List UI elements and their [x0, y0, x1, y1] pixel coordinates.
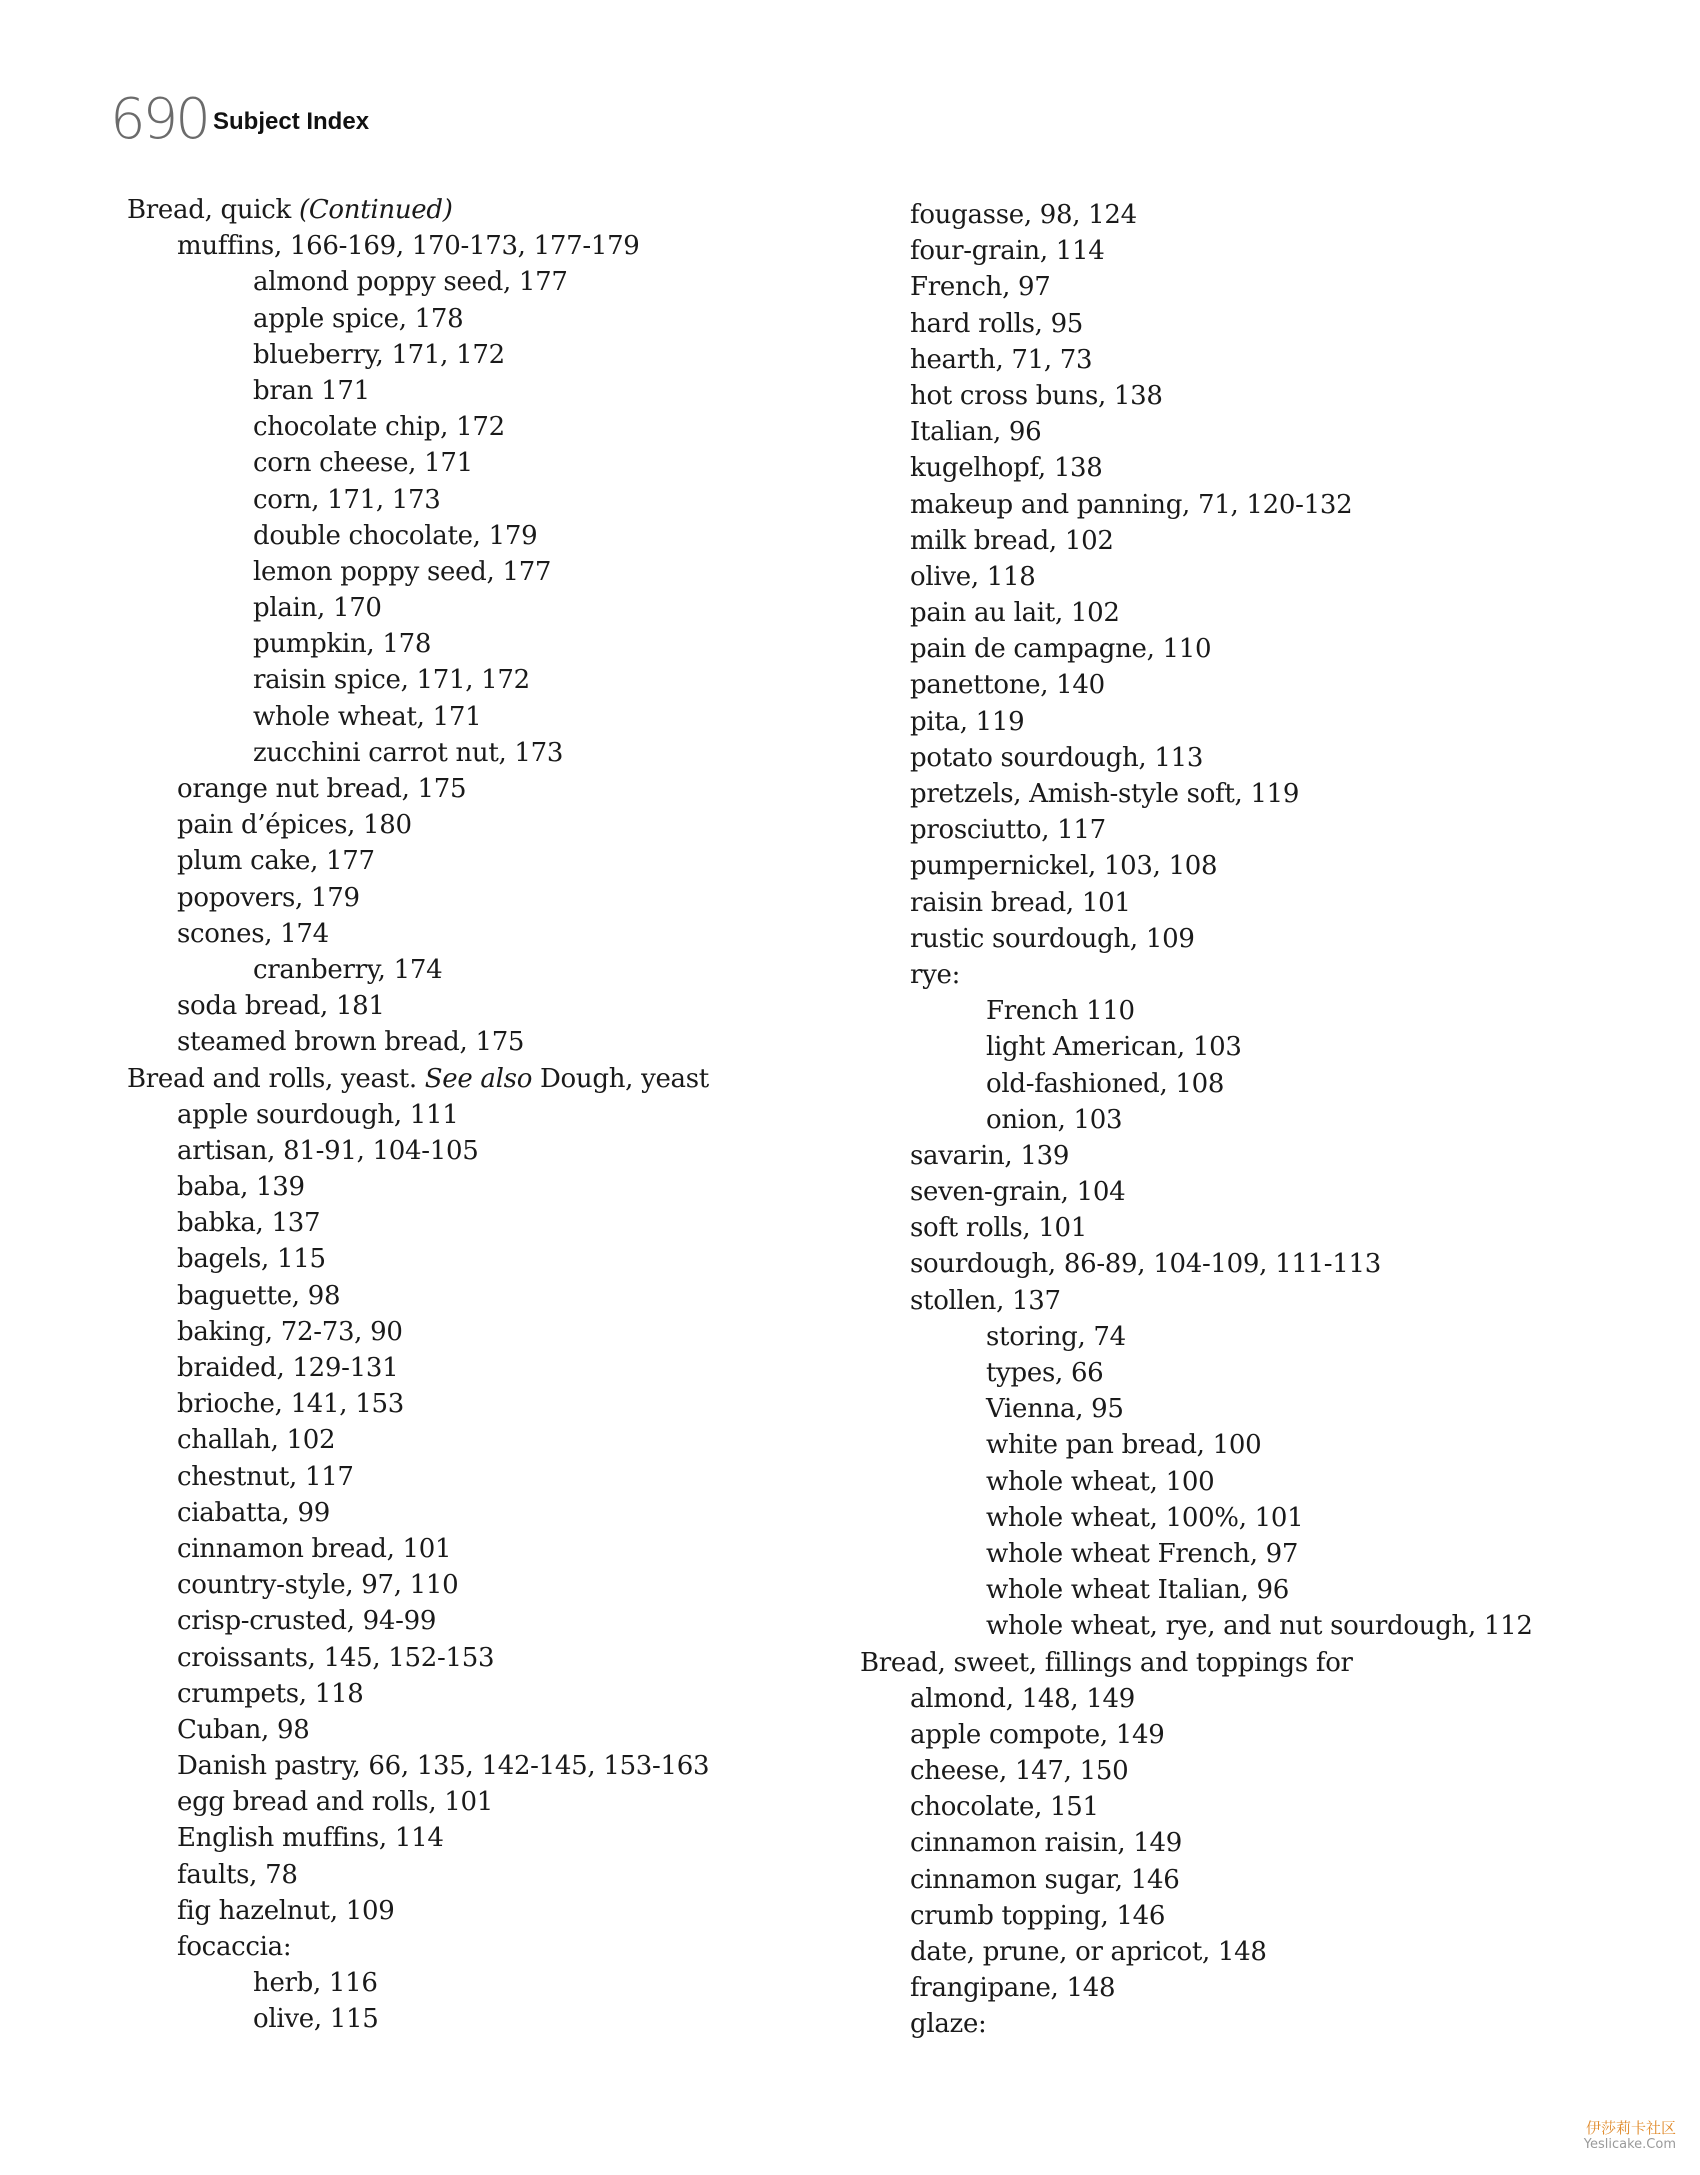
index-entry-text: Italian, 96: [910, 417, 1042, 448]
cross-reference: Dough, yeast: [540, 1063, 709, 1094]
index-entry: [127, 988, 927, 1024]
index-entry: [127, 518, 927, 554]
index-entry-text: rye:: [910, 959, 961, 990]
index-entry: [127, 1495, 927, 1531]
index-entry: [860, 1102, 1660, 1138]
index-entry: [860, 993, 1660, 1029]
index-entry: [860, 740, 1660, 776]
index-entry-text: rustic sourdough, 109: [910, 923, 1195, 954]
index-entry: [860, 1355, 1660, 1391]
index-entry: [860, 378, 1660, 414]
index-entry: [127, 2001, 927, 2037]
index-entry: [127, 1531, 927, 1567]
watermark-chinese-text: 伊莎莉卡社区: [1585, 2119, 1676, 2138]
index-entry: [860, 1898, 1660, 1934]
index-entry-text: cinnamon sugar, 146: [910, 1864, 1180, 1895]
index-entry: [860, 1174, 1660, 1210]
index-entry: [127, 1350, 927, 1386]
index-entry-text: lemon poppy seed, 177: [253, 556, 552, 587]
index-entry-text: cheese, 147, 150: [910, 1756, 1129, 1787]
index-entry: [860, 1717, 1660, 1753]
index-entry-text: challah, 102: [177, 1425, 336, 1456]
index-entry-text: kugelhopf, 138: [910, 453, 1103, 484]
index-entry: [860, 631, 1660, 667]
index-entry-text: Cuban, 98: [177, 1714, 310, 1745]
index-entry: [127, 1024, 927, 1060]
index-entry: [860, 957, 1660, 993]
index-entry: [860, 595, 1660, 631]
index-entry-text: cinnamon raisin, 149: [910, 1828, 1182, 1859]
page-number: 690: [110, 87, 208, 152]
index-entry-text: fig hazelnut, 109: [177, 1895, 395, 1926]
index-entry: [127, 626, 927, 662]
index-entry: [860, 1283, 1660, 1319]
index-entry-text: French 110: [986, 996, 1135, 1027]
index-entry: [127, 1169, 927, 1205]
index-entry-text: four-grain, 114: [910, 236, 1105, 267]
index-entry: [860, 233, 1660, 269]
index-entry-text: braided, 129-131: [177, 1353, 399, 1383]
watermark: [1584, 2119, 1676, 2153]
index-entry: [860, 269, 1660, 305]
index-entry: [127, 1097, 927, 1133]
index-entry-text: Bread and rolls, yeast.: [127, 1063, 417, 1094]
index-entry-text: types, 66: [986, 1358, 1104, 1388]
index-entry-text: zucchini carrot nut, 173: [253, 737, 564, 768]
index-entry-text: raisin bread, 101: [910, 887, 1131, 918]
index-entry: [860, 1029, 1660, 1065]
index-entry: [860, 1391, 1660, 1427]
index-entry-text: savarin, 139: [910, 1140, 1070, 1171]
index-entry-text: fougasse, 98, 124: [910, 200, 1137, 230]
index-entry-text: pain d’épices, 180: [177, 810, 412, 841]
index-entry-text: babka, 137: [177, 1208, 321, 1239]
index-entry: [127, 1820, 927, 1856]
index-entry-text: frangipane, 148: [910, 1973, 1116, 2004]
index-entry-text: crumpets, 118: [177, 1678, 364, 1709]
index-entry-text: egg bread and rolls, 101: [177, 1787, 493, 1818]
index-entry: [860, 1427, 1660, 1463]
index-entry: [860, 848, 1660, 884]
index-entry-text: olive, 115: [253, 2004, 379, 2035]
index-entry-text: potato sourdough, 113: [910, 742, 1204, 773]
index-entry-text: pretzels, Amish-style soft, 119: [910, 779, 1300, 809]
index-entry: [860, 2006, 1660, 2042]
index-entry: [127, 1603, 927, 1639]
index-entry-text: corn cheese, 171: [253, 448, 473, 479]
index-entry: [860, 1572, 1660, 1608]
index-entry-text: soda bread, 181: [177, 991, 385, 1022]
index-entry-text: orange nut bread, 175: [177, 774, 467, 804]
index-entry: [860, 1319, 1660, 1355]
continued-label: (Continued): [299, 195, 453, 225]
index-entry: [127, 771, 927, 807]
index-entry: [860, 450, 1660, 486]
index-entry-text: Bread, quick: [127, 195, 292, 225]
index-entry-text: bran 171: [253, 375, 370, 406]
index-entry-text: muffins, 166-169, 170-173, 177-179: [177, 231, 640, 262]
index-entry: [860, 306, 1660, 342]
index-entry-text: chocolate, 151: [910, 1792, 1099, 1823]
index-entry-text: Danish pastry, 66, 135, 142-145, 153-163: [177, 1751, 710, 1782]
index-entry: [127, 1422, 927, 1458]
index-entry: [127, 1965, 927, 2001]
index-entry: [127, 1314, 927, 1350]
index-entry-text: croissants, 145, 152-153: [177, 1642, 495, 1673]
index-entry: [860, 1608, 1660, 1644]
index-entry: [127, 1567, 927, 1603]
index-entry: [860, 1464, 1660, 1500]
index-entry: [127, 1784, 927, 1820]
index-entry-text: cinnamon bread, 101: [177, 1533, 452, 1564]
index-entry-text: milk bread, 102: [910, 525, 1114, 556]
index-entry-text: whole wheat, 171: [253, 701, 482, 732]
index-entry: [127, 228, 927, 264]
index-entry: [860, 1645, 1660, 1681]
index-entry-text: ciabatta, 99: [177, 1497, 330, 1528]
index-entry-text: hearth, 71, 73: [910, 344, 1093, 375]
index-entry: [127, 1712, 927, 1748]
index-entry-text: pumpkin, 178: [253, 629, 432, 660]
index-entry-text: brioche, 141, 153: [177, 1389, 404, 1420]
index-entry: [127, 843, 927, 879]
index-entry-text: whole wheat Italian, 96: [986, 1575, 1290, 1606]
index-entry: [127, 1748, 927, 1784]
index-entry: [127, 916, 927, 952]
index-entry: [127, 1278, 927, 1314]
index-entry-text: whole wheat French, 97: [986, 1538, 1299, 1569]
index-entry: [860, 1138, 1660, 1174]
index-entry: [127, 807, 927, 843]
index-entry-text: chocolate chip, 172: [253, 412, 505, 443]
index-entry: [127, 1640, 927, 1676]
index-entry-text: hard rolls, 95: [910, 308, 1084, 339]
index-entry: [860, 776, 1660, 812]
index-entry-text: panettone, 140: [910, 670, 1105, 701]
index-entry-text: baking, 72-73, 90: [177, 1316, 403, 1347]
index-entry-text: double chocolate, 179: [253, 520, 538, 551]
index-entry-text: pain de campagne, 110: [910, 634, 1212, 665]
index-entry-text: Vienna, 95: [986, 1394, 1124, 1425]
index-entry-text: bagels, 115: [177, 1244, 326, 1275]
index-entry-text: artisan, 81-91, 104-105: [177, 1135, 479, 1166]
index-entry-text: date, prune, or apricot, 148: [910, 1937, 1267, 1967]
index-entry: [127, 1386, 927, 1422]
index-entry: [127, 1929, 927, 1965]
watermark-url: Yeslicake.Com: [1583, 2137, 1676, 2153]
index-entry: [127, 1205, 927, 1241]
index-entry: [860, 559, 1660, 595]
index-entry: [127, 952, 927, 988]
index-entry-text: old-fashioned, 108: [986, 1068, 1225, 1099]
index-entry: [127, 1133, 927, 1169]
index-entry-text: almond poppy seed, 177: [253, 267, 568, 298]
index-entry: [127, 301, 927, 337]
index-entry: [860, 1246, 1660, 1282]
index-entry-text: French, 97: [910, 272, 1051, 303]
index-entry: [860, 1862, 1660, 1898]
index-entry: [127, 1241, 927, 1277]
index-entry: [127, 482, 927, 518]
see-also-label: See also: [424, 1063, 533, 1094]
index-entry-text: seven-grain, 104: [910, 1177, 1126, 1208]
index-entry-text: cranberry, 174: [253, 954, 443, 985]
index-entry: [860, 523, 1660, 559]
index-entry-text: apple spice, 178: [253, 303, 464, 334]
index-entry-text: hot cross buns, 138: [910, 380, 1163, 411]
index-entry: [860, 414, 1660, 450]
index-entry: [127, 337, 927, 373]
index-entry-text: storing, 74: [986, 1321, 1126, 1352]
index-entry: [860, 1500, 1660, 1536]
index-entry: [860, 1825, 1660, 1861]
index-entry-text: whole wheat, 100%, 101: [986, 1502, 1304, 1533]
index-entry-text: blueberry, 171, 172: [253, 339, 505, 370]
index-entry-text: stollen, 137: [910, 1285, 1061, 1316]
index-entry: [127, 662, 927, 698]
index-entry: [860, 1536, 1660, 1572]
index-entry-text: glaze:: [910, 2009, 987, 2040]
index-entry-text: soft rolls, 101: [910, 1213, 1088, 1244]
index-entry: [127, 1893, 927, 1929]
section-title: Subject Index: [213, 108, 370, 135]
index-entry-text: crumb topping, 146: [910, 1900, 1166, 1931]
index-entry-text: plum cake, 177: [177, 846, 375, 877]
index-entry-text: whole wheat, 100: [986, 1466, 1215, 1497]
index-entry-text: Bread, sweet, fillings and toppings for: [860, 1647, 1353, 1678]
index-entry-text: prosciutto, 117: [910, 815, 1106, 846]
index-entry: [860, 921, 1660, 957]
index-entry-text: scones, 174: [177, 918, 329, 949]
index-entry: [860, 342, 1660, 378]
index-entry-text: focaccia:: [177, 1932, 292, 1962]
index-entry: [860, 1210, 1660, 1246]
index-entry-text: herb, 116: [253, 1968, 378, 1999]
index-entry: [127, 1676, 927, 1712]
index-entry-text: faults, 78: [177, 1859, 298, 1890]
index-entry-text: whole wheat, rye, and nut sourdough, 112: [986, 1611, 1533, 1642]
index-entry: [127, 264, 927, 300]
index-entry: [127, 699, 927, 735]
index-entry: [127, 1061, 927, 1097]
index-entry: [860, 1789, 1660, 1825]
index-entry-text: white pan bread, 100: [986, 1430, 1262, 1461]
index-entry-text: country-style, 97, 110: [177, 1570, 459, 1601]
index-entry-text: baba, 139: [177, 1172, 305, 1203]
index-entry-text: raisin spice, 171, 172: [253, 665, 530, 696]
index-entry-text: light American, 103: [986, 1032, 1242, 1063]
index-entry: [860, 812, 1660, 848]
index-column-right: [860, 197, 1660, 2043]
index-entry-text: sourdough, 86-89, 104-109, 111-113: [910, 1249, 1382, 1280]
index-entry: [860, 487, 1660, 523]
index-entry: [860, 704, 1660, 740]
index-entry: [860, 1934, 1660, 1970]
index-entry-text: plain, 170: [253, 593, 382, 624]
index-entry: [127, 1857, 927, 1893]
index-entry-text: English muffins, 114: [177, 1823, 444, 1854]
index-entry: [127, 590, 927, 626]
index-entry: [860, 1066, 1660, 1102]
index-entry-text: crisp-crusted, 94-99: [177, 1606, 437, 1637]
index-entry-text: baguette, 98: [177, 1280, 341, 1311]
index-entry-text: almond, 148, 149: [910, 1683, 1136, 1714]
index-entry-text: chestnut, 117: [177, 1461, 354, 1492]
index-entry-text: steamed brown bread, 175: [177, 1027, 525, 1058]
index-entry: [127, 409, 927, 445]
index-entry: [127, 554, 927, 590]
index-entry: [127, 735, 927, 771]
index-entry-text: olive, 118: [910, 561, 1036, 592]
index-entry: [127, 880, 927, 916]
index-entry: [860, 885, 1660, 921]
index-entry-text: makeup and panning, 71, 120-132: [910, 489, 1353, 520]
index-entry: [127, 1459, 927, 1495]
index-entry: [860, 1970, 1660, 2006]
index-entry-text: popovers, 179: [177, 882, 360, 913]
index-entry: [860, 197, 1660, 233]
index-entry-text: pumpernickel, 103, 108: [910, 851, 1218, 882]
index-entry-text: pain au lait, 102: [910, 598, 1120, 629]
index-entry: [127, 445, 927, 481]
index-column-left: [127, 192, 927, 2038]
index-entry-text: apple sourdough, 111: [177, 1099, 459, 1130]
index-entry-text: onion, 103: [986, 1104, 1123, 1135]
index-entry: [860, 1681, 1660, 1717]
index-entry-text: pita, 119: [910, 706, 1025, 737]
index-entry: [127, 192, 927, 228]
index-entry: [127, 373, 927, 409]
index-entry: [860, 667, 1660, 703]
index-entry: [860, 1753, 1660, 1789]
index-entry-text: corn, 171, 173: [253, 484, 441, 515]
index-entry-text: apple compote, 149: [910, 1719, 1165, 1750]
